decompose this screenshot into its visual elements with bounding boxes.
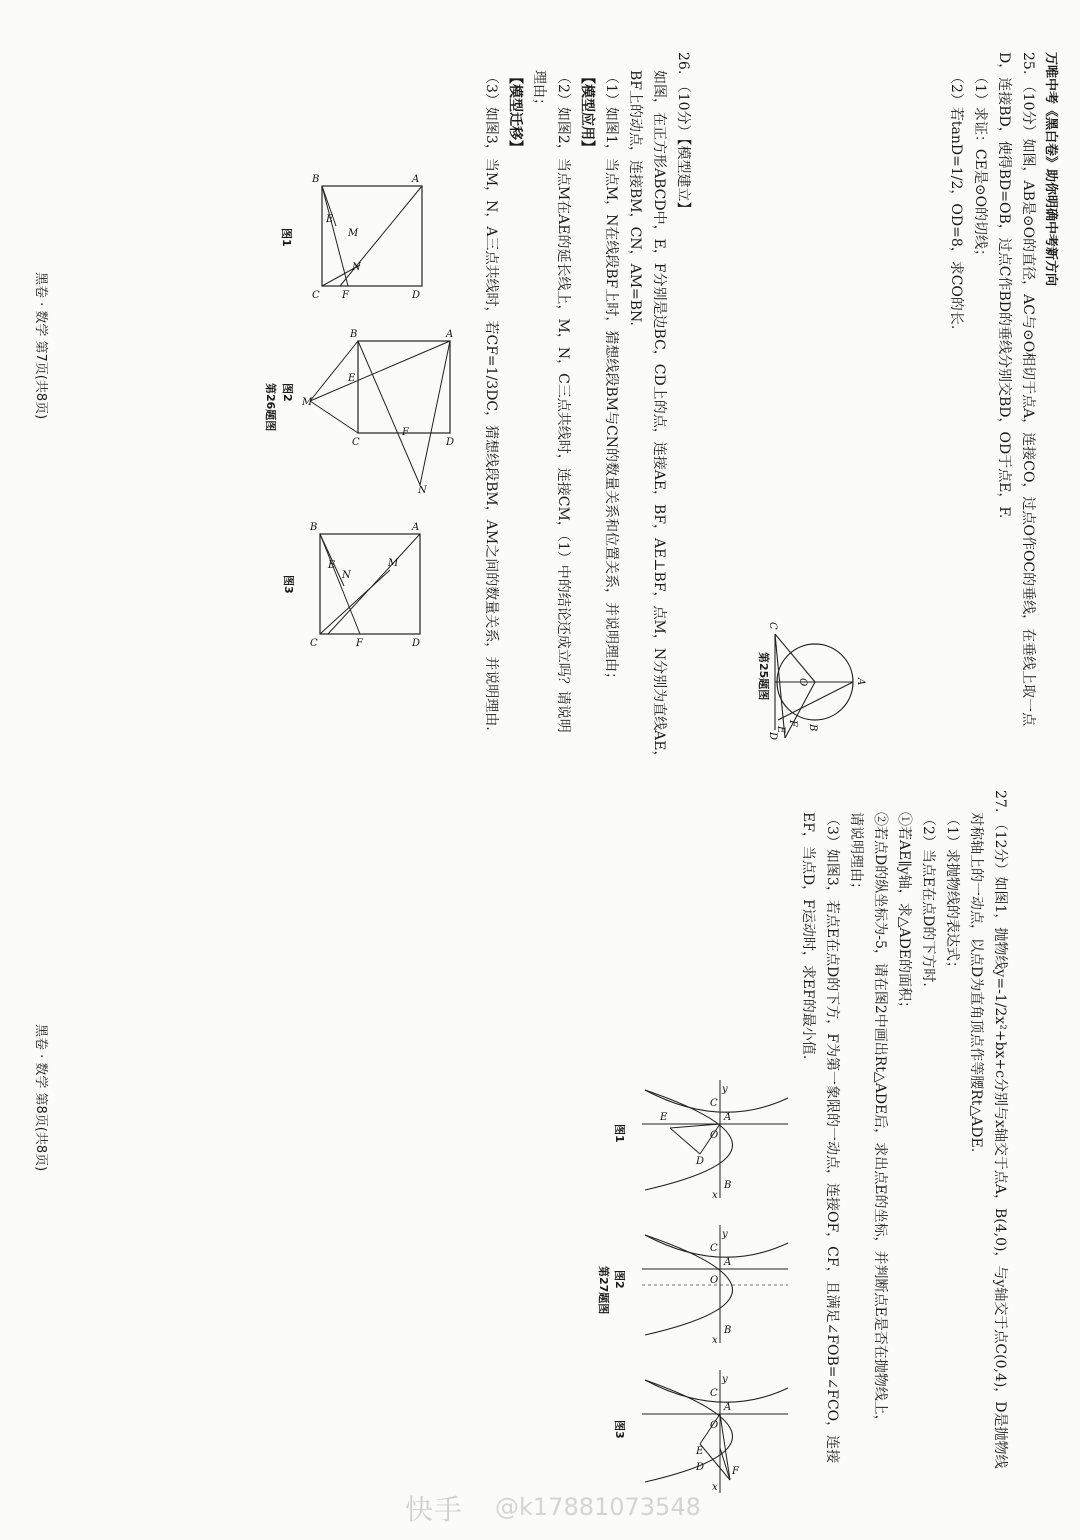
q27f3-label-f: F [732,1466,739,1477]
q27-figure-3 [640,1370,790,1495]
q26-figure-1 [300,170,430,300]
q26-line8: 【模型迁移】 [507,70,523,154]
q27f3-label-x: x [712,1482,718,1493]
q25-label-a: A [855,678,866,686]
q27f1-label-d: D [696,1156,705,1167]
q27-line4: （2）当点E在点D的下方时. [920,812,936,987]
q27f2-label-b: B [724,1325,732,1336]
q27-line1: 27. （12分）如图1，抛物线y=-1/2x²+bx+c分别与x轴交于点A，B(4,0)，与y轴交于点C(0,4)，D是抛物线 [992,790,1008,1469]
q27f3-label-y: y [722,1374,728,1385]
q27f1-label-x: x [712,1190,718,1201]
q27f2-label-c: C [710,1243,718,1254]
fig1-label-a: A [412,174,420,185]
q27f2-label-x: x [712,1335,718,1346]
q27f3-label-d: D [696,1462,705,1473]
q27f3-label-o: O [710,1420,719,1431]
q27f1-label-y: y [722,1084,728,1095]
q26-figure-2 [300,325,455,496]
q26-figure-3 [300,520,430,650]
q27-figure-1 [640,1080,790,1200]
fig3-label-f: F [356,638,363,649]
q25-line3: （1）求证：CE是⊙O的切线； [972,70,988,264]
q25-figure [760,620,910,750]
fig2-label-b: B [350,329,358,340]
q27f1-label-c: C [710,1098,718,1109]
q27-line6: ②若点D的纵坐标为-5，请在图2中画出Rt△ADE后，求出点E的坐标，并判断点E是否在抛物线上， [872,812,888,1429]
q27-fig3-label: 图3 [613,1420,626,1439]
q27f1-label-e: E [660,1112,668,1123]
q25-caption: 第25题图 [757,652,770,701]
fig1-label-n: N [352,262,361,273]
q25-label-f: F [787,720,798,727]
q26-caption: 第26题图 [264,383,277,432]
q25-label-d: D [767,732,778,741]
fig2-label-f: F [402,427,409,438]
fig2-label-a: A [446,329,454,340]
fig3-label-c: C [310,638,318,649]
q26-line9: （3）如图3，当M，N，A三点共线时，若CF=1/3DC，猜想线段BM，AM之间的数量关系，并说明理由. [483,70,499,731]
q26-fig1-label: 图1 [280,228,293,247]
q26-line5: 【模型应用】 [579,70,595,154]
q27f1-label-b: B [724,1180,732,1191]
fig3-label-a: A [412,522,420,533]
q26-line7: 理由； [531,70,547,112]
q25-label-e: E [775,726,786,734]
watermark-handle: @k17881073548 [495,1493,701,1521]
q26-line3: BF上的动点，连接BM，CN，AM=BN. [627,70,643,326]
fig3-label-e: E [328,560,336,571]
q27-line3: （1）求抛物线的表达式； [944,812,960,975]
q27f2-label-a: A [724,1257,732,1268]
q27f3-label-c: C [710,1388,718,1399]
q25-line2: D，连接BD，使得BD=OB，过点C作BD的垂线分别交BD，OD于点E，F. [996,52,1012,519]
q27-line8: （3）如图3，若点E在点D的下方，F为第一象限的一动点，连接OF，CF，且满足∠FOB=∠FCO，连接 [824,812,840,1464]
q27-caption: 第27题图 [597,1266,610,1315]
q27-figure-2 [640,1225,790,1345]
q27-line5: ①若AE∥y轴，求△ADE的面积； [896,812,912,1016]
footer-page-7: 黑卷 · 数学 第7页(共8页) [33,272,48,420]
q26-fig2-label: 图2 [281,383,294,402]
q25-label-b: B [807,724,818,732]
q27-fig1-label: 图1 [613,1124,626,1143]
q27f1-label-a: A [724,1112,732,1123]
fig1-label-e: E [326,214,334,225]
watermark-app: 快手 [405,1493,464,1526]
q27-fig2-label: 图2 [613,1270,626,1289]
q27-line7: 请说明理由； [848,812,864,896]
fig2-label-c: C [352,437,360,448]
fig1-label-m: M [348,228,359,239]
fig2-label-d: D [446,437,455,448]
fig1-label-f: F [342,290,349,301]
q27f2-label-o: O [710,1275,719,1286]
fig2-label-e: E [348,373,356,384]
fig3-label-b: B [310,522,318,533]
q25-label-c: C [767,622,778,630]
fig3-label-m: M [388,558,399,569]
fig3-label-d: D [412,638,421,649]
q25-line4: （2）若tanD=1/2，OD=8，求CO的长. [948,70,964,330]
q27-line2: 对称轴上的一动点，以点D为直角顶点作等腰Rt△ADE. [968,812,984,1153]
page-header: 万唯中考《黑白卷》助你明确中考新方向 [1043,52,1058,287]
q27f1-label-o: O [710,1130,719,1141]
fig2-label-n: N [418,485,427,496]
q27f2-label-y: y [722,1229,728,1240]
fig1-label-c: C [312,290,320,301]
fig1-label-d: D [412,290,421,301]
q27f3-label-e: E [696,1446,704,1457]
footer-page-8: 黑卷 · 数学 第8页(共8页) [33,1024,48,1172]
q25-label-o: O [797,678,808,687]
q25-line1: 25. （10分）如图，AB是⊙O的直径，AC与⊙O相切于点A，连接CO，过点O作OC的垂线，在垂线上取一点 [1020,52,1036,727]
q26-line4: （1）如图1，当点M，N在线段BF上时，猜想线段BM与CN的数量关系和位置关系，并说明理由； [603,70,619,686]
q26-line6: （2）如图2，当点M在AE的延长线上，M，N，C三点共线时，连接CM，（1）中的结论还成立吗？请说明 [555,70,571,733]
q27-line9: EF，当点D，F运动时，求EF的最小值. [800,812,816,1060]
q26-line2: 如图，在正方形ABCD中，E，F分别是边BC，CD上的点，连接AE，BF，AE⊥BF，点M，N分别为直线AE， [651,70,667,765]
fig1-label-b: B [312,174,320,185]
q27f3-label-a: A [724,1402,732,1413]
fig2-label-m: M [302,397,313,408]
fig3-label-n: N [342,570,351,581]
q26-line1: 26. （10分）【模型建立】 [675,52,691,216]
q26-fig3-label: 图3 [282,575,295,594]
